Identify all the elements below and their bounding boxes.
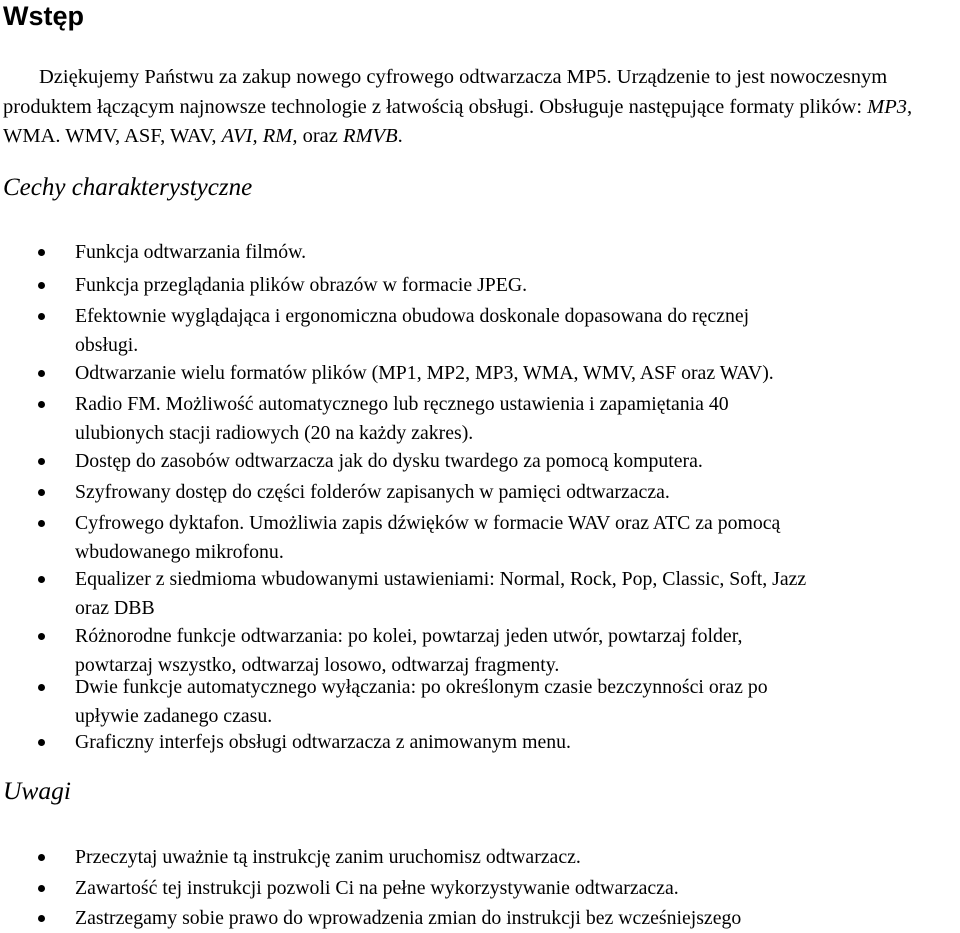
bullet-icon: [38, 401, 45, 408]
list-item-text: Graficzny interfejs obsługi odtwarzacza z animowanym menu.: [75, 731, 571, 753]
intro-text-2: , WMA. WMV, ASF, WAV,: [3, 95, 913, 147]
notes-heading: Uwagi: [3, 776, 72, 805]
list-item-text-cont: oraz DBB: [75, 596, 155, 619]
bullet-icon: [38, 249, 45, 256]
list-item-text: Przeczytaj uważnie tą instrukcję zanim uruchomisz odtwarzacz.: [75, 846, 581, 868]
bullet-icon: [38, 633, 45, 640]
list-item-text: Dostęp do zasobów odtwarzacza jak do dysku twardego za pomocą komputera.: [75, 450, 703, 472]
list-item-text-cont: ulubionych stacji radiowych (20 na każdy zakres).: [75, 421, 474, 444]
list-item-text: Dwie funkcje automatycznego wyłączania: po określonym czasie bezczynności oraz po: [75, 676, 768, 698]
list-item-text-cont: wbudowanego mikrofonu.: [75, 540, 284, 563]
intro-text-3: oraz: [297, 125, 343, 147]
bullet-icon: [38, 915, 45, 922]
list-item-text-cont: powtarzaj wszystko, odtwarzaj losowo, odtwarzaj fragmenty.: [75, 653, 560, 676]
list-item-text: Funkcja przeglądania plików obrazów w formacie JPEG.: [75, 274, 528, 296]
list-item-text: Zawartość tej instrukcji pozwoli Ci na pełne wykorzystywanie odtwarzacza.: [75, 877, 679, 899]
bullet-icon: [38, 885, 45, 892]
bullet-icon: [38, 458, 45, 465]
bullet-icon: [38, 854, 45, 861]
format-rmvb: RMVB: [342, 125, 398, 147]
page-title: Wstęp: [3, 1, 84, 31]
list-item-text: Equalizer z siedmioma wbudowanymi ustawieniami: Normal, Rock, Pop, Classic, Soft, Jazz: [75, 568, 807, 590]
list-item-text-cont: obsługi.: [75, 333, 139, 356]
bullet-icon: [38, 489, 45, 496]
bullet-icon: [38, 313, 45, 320]
list-item-text: Funkcja odtwarzania filmów.: [75, 241, 307, 263]
bullet-icon: [38, 520, 45, 527]
bullet-icon: [38, 739, 45, 746]
list-item-text: Cyfrowego dyktafon. Umożliwia zapis dźwięków w formacie WAV oraz ATC za pomocą: [75, 512, 781, 534]
list-item-text: Różnorodne funkcje odtwarzania: po kolei, powtarzaj jeden utwór, powtarzaj folder,: [75, 625, 743, 647]
intro-text-4: .: [397, 125, 403, 147]
list-item-text: Zastrzegamy sobie prawo do wprowadzenia zmian do instrukcji bez wcześniejszego: [75, 907, 742, 929]
format-mp3: MP3: [867, 95, 908, 118]
bullet-icon: [38, 576, 45, 583]
list-item-text: Szyfrowany dostęp do części folderów zapisanych w pamięci odtwarzacza.: [75, 481, 670, 503]
intro-paragraph: [3, 63, 948, 152]
intro-text-1: Dziękujemy Państwu za zakup nowego cyfrowego odtwarzacza MP5. Urządzenie to jest nowoczesnym produktem łączącym najnowsze technologie z łatwością obsługi. Obsługuje następujące formaty plików:: [3, 66, 888, 118]
bullet-icon: [38, 370, 45, 377]
list-item-text: Efektownie wyglądająca i ergonomiczna obudowa doskonale dopasowana do ręcznej: [75, 305, 750, 327]
list-item-text-cont: upływie zadanego czasu.: [75, 704, 273, 727]
list-item-text: Odtwarzanie wielu formatów plików (MP1, MP2, MP3, WMA, WMV, ASF oraz WAV).: [75, 362, 774, 384]
bullet-icon: [38, 684, 45, 691]
features-heading: Cechy charakterystyczne: [3, 174, 253, 201]
bullet-icon: [38, 282, 45, 289]
list-item-text: Radio FM. Możliwość automatycznego lub ręcznego ustawienia i zapamiętania 40: [75, 393, 729, 415]
format-avi-rm: AVI, RM,: [221, 125, 298, 147]
